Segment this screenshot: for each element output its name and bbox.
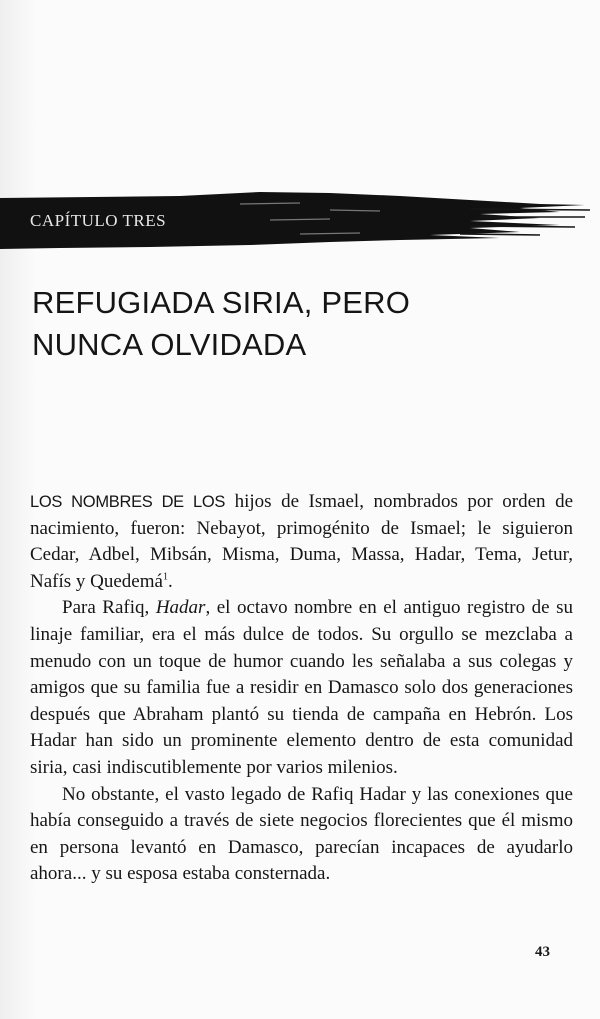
paragraph-3 [30, 782, 573, 888]
paragraph-text: No obstante, el vasto legado de Rafiq Hadar y las conexiones que había conseguido a través de siete negocios florecientes que él mismo en persona levantó en Damasco, parecían incapaces de ayudarlo ahora... y su esposa estaba consternada. [30, 783, 573, 885]
chapter-title-line-2: NUNCA OLVIDADA [32, 327, 307, 362]
chapter-title [32, 282, 410, 366]
italic-name: Hadar [155, 597, 206, 619]
paragraph-1 [30, 489, 573, 595]
paragraph-text: hijos de Ismael, nombrados por orden de nacimiento, fueron: Nebayot, primogénito de Ismael; le siguieron Cedar, Adbel, Mibsán, Misma, Duma, Massa, Hadar, Tema, Jetur, Nafís y Quedemá [30, 491, 574, 592]
chapter-body [30, 489, 573, 888]
bleed-through-text [60, 20, 600, 45]
chapter-title-line-1: REFUGIADA SIRIA, PERO [32, 285, 411, 320]
chapter-label: CAPÍTULO TRES [30, 211, 167, 230]
paragraph-text: , el octavo nombre en el antiguo registro de su linaje familiar, era el más dulce de todos. Su orgullo se mezclaba a menudo con un toque de humor cuando les señalaba a sus colegas y amigos que su familia fue a residir en Damasco solo dos generaciones después que Abraham plantó su tienda de campaña en Hebrón. Los Hadar han sido un prominente elemento dentro de esta comunidad siria, casi indiscutiblemente por varios milenios. [30, 597, 573, 778]
paragraph-end: . [167, 570, 173, 592]
paragraph-2 [30, 595, 573, 781]
footnote-reference: 1 [162, 571, 168, 583]
page-number: 43 [535, 944, 550, 960]
paragraph-text-start: Para Rafiq, [62, 597, 156, 619]
paragraph-lead-in: LOS NOMBRES DE LOS [30, 493, 226, 511]
